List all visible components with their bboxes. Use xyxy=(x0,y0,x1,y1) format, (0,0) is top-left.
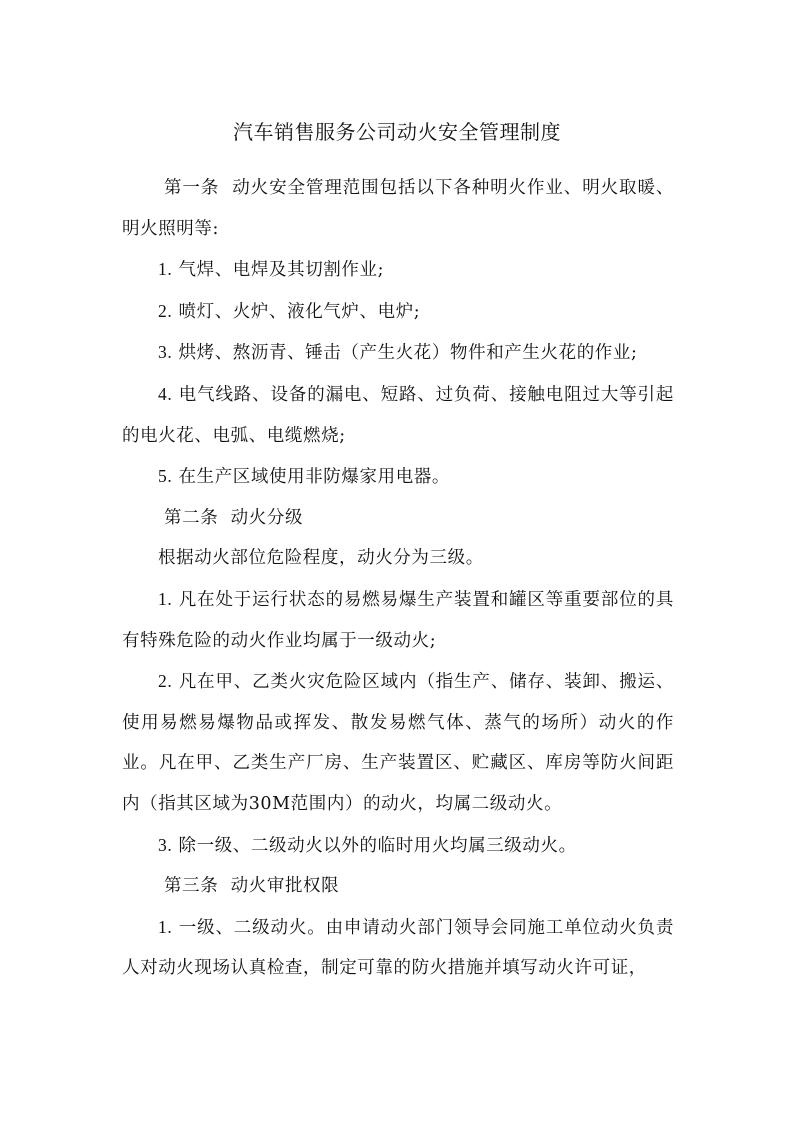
item-text: 除一级、二级动火以外的临时用火均属三级动火。 xyxy=(178,835,577,856)
list-item xyxy=(122,456,674,498)
article-heading-text: 动火审批权限 xyxy=(230,876,340,897)
list-item xyxy=(122,291,674,333)
list-item xyxy=(122,332,674,374)
list-item xyxy=(122,579,674,661)
article-heading: 第二条 xyxy=(164,507,219,528)
item-number: 2. xyxy=(158,300,173,321)
article-1 xyxy=(122,168,674,249)
item-text: 凡在处于运行状态的易燃易爆生产装置和罐区等重要部位的具有特殊危险的动火作业均属于一级动火; xyxy=(122,589,674,651)
item-number: 5. xyxy=(158,466,173,487)
item-number: 3. xyxy=(158,342,173,363)
list-item xyxy=(122,249,674,291)
article-3 xyxy=(122,866,674,907)
article-heading-text: 动火安全管理范围包括以下各种明火作业、明火取暖、明火照明等: xyxy=(122,178,674,239)
article-heading: 第三条 xyxy=(164,876,219,897)
item-number: 1. xyxy=(158,916,173,937)
item-text: 烘烤、熬沥青、锤击（产生火花）物件和产生火花的作业; xyxy=(178,343,638,364)
list-item xyxy=(122,825,674,867)
item-text: 电气线路、设备的漏电、短路、过负荷、接触电阻过大等引起的电火花、电弧、电缆燃烧; xyxy=(122,384,674,446)
list-item xyxy=(122,374,674,456)
item-number: 3. xyxy=(158,834,173,855)
item-number: 4. xyxy=(158,383,173,404)
list-item xyxy=(122,907,674,989)
document-title: 汽车销售服务公司动火安全管理制度 xyxy=(233,120,561,144)
item-number: 1. xyxy=(158,588,173,609)
item-number: 1. xyxy=(158,259,173,280)
article-intro: 根据动火部位危险程度，动火分为三级。 xyxy=(158,548,484,569)
article-2 xyxy=(122,498,674,539)
document-body xyxy=(122,168,674,989)
item-text: 喷灯、火炉、液化气炉、电炉; xyxy=(178,301,421,322)
article-heading-text: 动火分级 xyxy=(230,507,304,528)
item-number: 2. xyxy=(158,671,173,692)
item-text: 气焊、电焊及其切割作业; xyxy=(178,260,385,281)
item-text: 在生产区域使用非防爆家用电器。 xyxy=(178,467,450,488)
item-text: 一级、二级动火。由申请动火部门领导会同施工单位动火负责人对动火现场认真检查，制定可靠的防火措施并填写动火许可证， xyxy=(122,917,674,979)
article-heading: 第一条 xyxy=(164,178,220,198)
item-text: 凡在甲、乙类火灾危险区域内（指生产、储存、装卸、搬运、使用易燃易爆物品或挥发、散发易燃气体、蒸气的场所）动火的作业。凡在甲、乙类生产厂房、生产装置区、贮藏区、库房等防火间距内（指其区域为30M范围内）的动火，均属二级动火。 xyxy=(122,672,674,814)
list-item xyxy=(122,661,674,824)
